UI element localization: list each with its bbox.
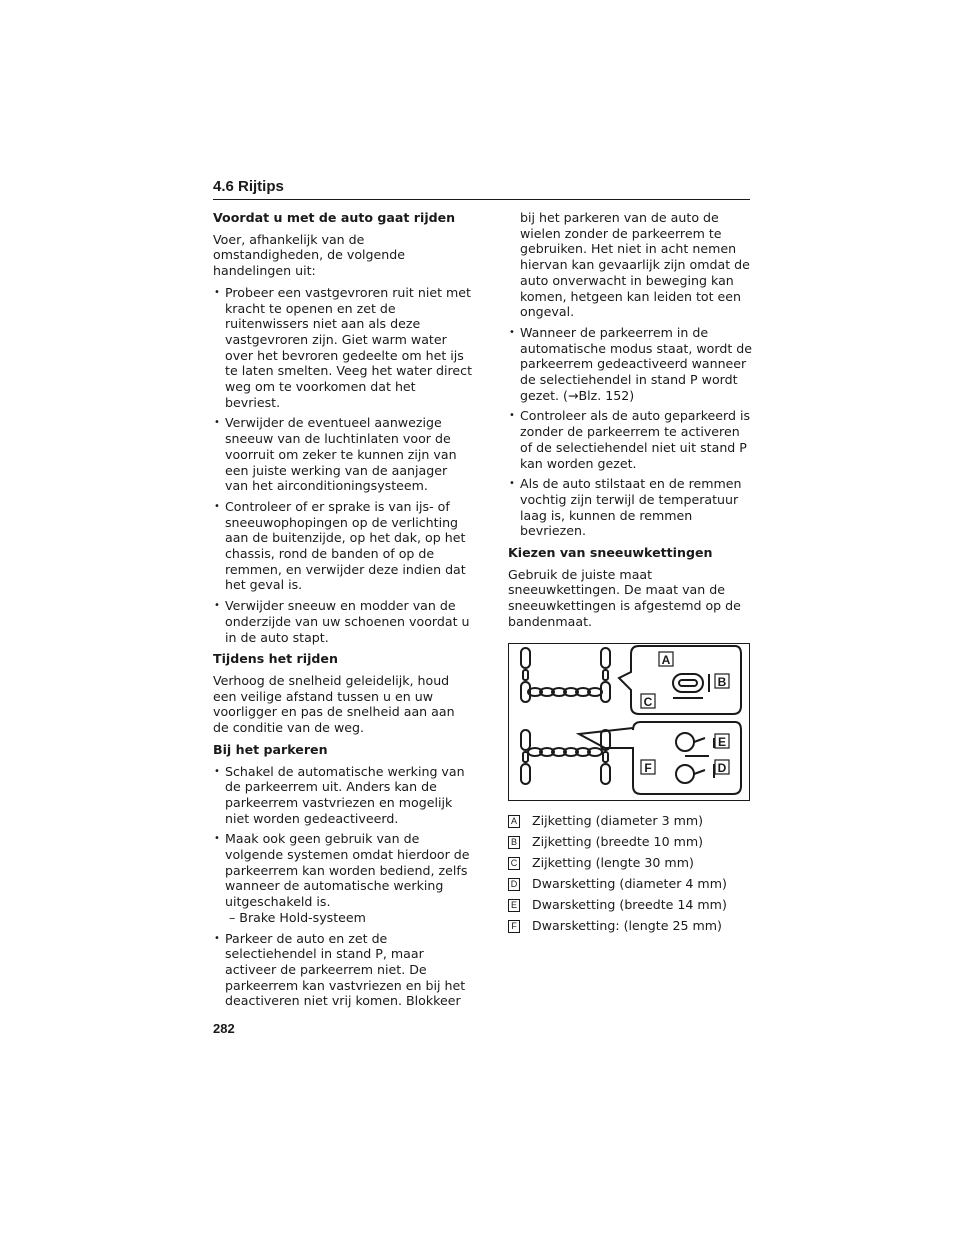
- list-sub-item: – Brake Hold-systeem: [229, 909, 366, 925]
- legend-text: Dwarsketting (breedte 14 mm): [532, 897, 727, 913]
- page-number: 282: [213, 1021, 235, 1036]
- list-item: • Verwijder de eventueel aanwezige sneeuw van de luchtinlaten voor de voorruit om zeker te kunnen zijn van een juiste werking van de aanjager van het airconditioningsysteem.: [213, 415, 473, 494]
- right-column: [508, 210, 753, 937]
- legend-item: [508, 832, 753, 853]
- continued-text: bij het parkeren van de auto de wielen zonder de parkeerrem te gebruiken. Het niet in acht nemen hiervan kan gevaarlijk zijn omdat de auto onverwacht in beweging kan komen, hetgeen kan leiden tot een ongeval.: [520, 210, 750, 320]
- list-item: [213, 831, 473, 925]
- heading-parking: Bij het parkeren: [213, 741, 328, 757]
- figure-label-f: F: [644, 760, 652, 775]
- list-item: • Controleer of er sprake is van ijs- of sneeuwophopingen op de verlichting aan de buitenzijde, op het dak, op het chassis, rond de banden of op de remmen, en verwijder deze indien dat het geval is.: [213, 499, 473, 593]
- legend-text: Dwarsketting (diameter 4 mm): [532, 876, 727, 892]
- list-item: • Verwijder sneeuw en modder van de onderzijde van uw schoenen voordat u in de auto stapt.: [213, 598, 473, 645]
- list-item: • Controleer als de auto geparkeerd is zonder de parkeerrem te activeren of de selectiehendel niet uit stand P kan worden gezet.: [508, 408, 753, 471]
- legend-item: [508, 853, 753, 874]
- legend-item: [508, 874, 753, 895]
- section-header: [213, 178, 750, 200]
- legend-item: [508, 895, 753, 916]
- list-item-text: • Maak ook geen gebruik van de volgende systemen omdat hierdoor de parkeerrem kan worden bediend, zelfs wanneer de automatische werking uitgeschakeld is.: [225, 831, 470, 910]
- legend-key: F: [508, 920, 520, 933]
- while-driving-paragraph: Verhoog de snelheid geleidelijk, houd een veilige afstand tussen u en uw voorligger en pas de snelheid aan aan de conditie van de weg.: [213, 672, 455, 736]
- legend-key: D: [508, 878, 520, 891]
- section-title: 4.6 Rijtips: [213, 178, 284, 195]
- figure-label-b: B: [717, 674, 727, 689]
- figure-label-d: D: [717, 760, 727, 775]
- heading-before-driving: Voordat u met de auto gaat rijden: [213, 210, 456, 225]
- snow-chain-illustration: [509, 644, 749, 800]
- heading-while-driving: Tijdens het rijden: [213, 651, 338, 667]
- list-item: • Probeer een vastgevroren ruit niet met kracht te openen en zet de ruitenwissers niet aan als deze vastgevroren zijn. Giet warm water over het bevroren gedeelte om het ijs te laten smelten. Veeg het water direct weg om te voorkomen dat het bevriest.: [213, 285, 473, 411]
- snow-chains-paragraph: Gebruik de juiste maat sneeuwkettingen. De maat van de sneeuwkettingen is afgestemd op de bandenmaat.: [508, 566, 741, 629]
- before-driving-list: [213, 285, 473, 645]
- list-item: • Schakel de automatische werking van de parkeerrem uit. Anders kan de parkeerrem vastvriezen en mogelijk niet worden gedeactiveerd.: [213, 764, 473, 827]
- section-divider: [213, 199, 750, 200]
- heading-snow-chains: Kiezen van sneeuwkettingen: [508, 545, 713, 561]
- legend-key: B: [508, 836, 520, 849]
- figure-label-e: E: [717, 734, 727, 749]
- left-column: [213, 210, 473, 1015]
- legend-key: C: [508, 857, 520, 870]
- list-item: • Als de auto stilstaat en de remmen vochtig zijn terwijl de temperatuur laag is, kunnen de remmen bevriezen.: [508, 476, 753, 539]
- parking-list: [213, 764, 473, 1010]
- legend-key: E: [508, 899, 520, 912]
- figure-legend: [508, 811, 753, 937]
- list-item: • Wanneer de parkeerrem in de automatische modus staat, wordt de parkeerrem gedeactiveerd wanneer de selectiehendel in stand P wordt gezet. (→Blz. 152): [508, 325, 753, 404]
- legend-item: [508, 916, 753, 937]
- legend-text: Zijketting (diameter 3 mm): [532, 813, 704, 829]
- list-item: • Parkeer de auto en zet de selectiehendel in stand P, maar activeer de parkeerrem niet. De parkeerrem kan vastvriezen en bij het deactiveren niet vrij komen. Blokkeer: [213, 931, 473, 1010]
- parking-list-continued: [508, 325, 753, 539]
- figure-label-c: C: [643, 694, 653, 709]
- intro-paragraph: Voer, afhankelijk van de omstandigheden, de volgende handelingen uit:: [213, 231, 405, 279]
- legend-item: [508, 811, 753, 832]
- legend-text: Dwarsketting: (lengte 25 mm): [532, 918, 722, 934]
- legend-text: Zijketting (breedte 10 mm): [532, 834, 704, 850]
- figure-label-a: A: [661, 652, 671, 667]
- legend-text: Zijketting (lengte 30 mm): [532, 855, 694, 871]
- legend-key: A: [508, 815, 520, 828]
- snow-chain-figure: [508, 643, 750, 801]
